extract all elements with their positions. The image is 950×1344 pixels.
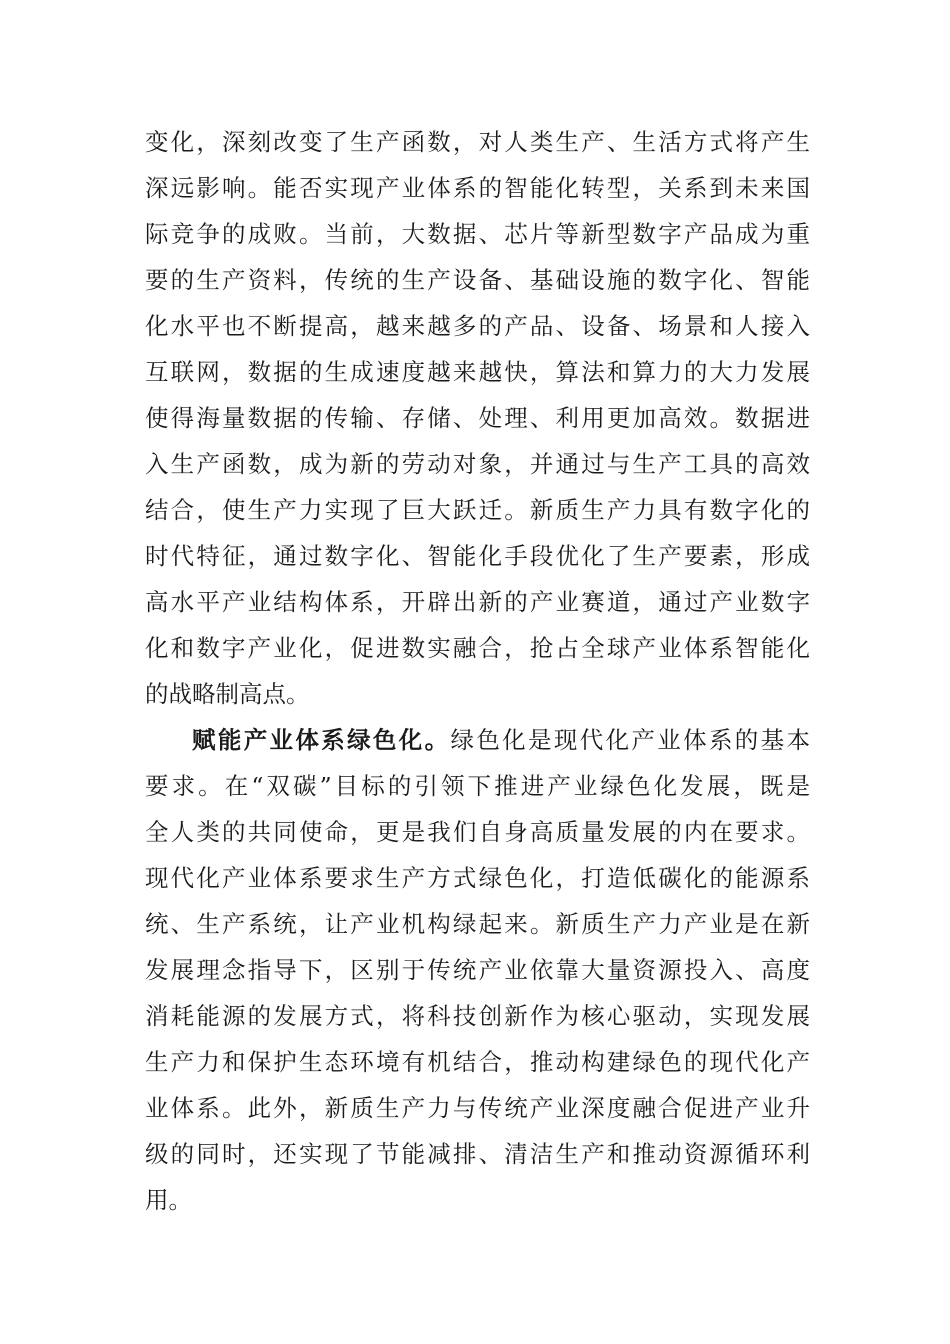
text-line: 互联网，数据的生成速度越来越快，算法和算力的大力发展 bbox=[145, 358, 810, 386]
text-line: 化水平也不断提高，越来越多的产品、设备、场景和人接入 bbox=[145, 312, 810, 340]
text-line: 化和数字产业化，促进数实融合，抢占全球产业体系智能化 bbox=[145, 634, 810, 662]
text-line: 现代化产业体系要求生产方式绿色化，打造低碳化的能源系 bbox=[145, 864, 810, 892]
text-line: 发展理念指导下，区别于传统产业依靠大量资源投入、高度 bbox=[145, 956, 810, 984]
text-line: 业体系。此外，新质生产力与传统产业深度融合促进产业升 bbox=[145, 1094, 810, 1122]
text-line: 全人类的共同使命，更是我们自身高质量发展的内在要求。 bbox=[145, 818, 810, 846]
text-line: 际竞争的成败。当前，大数据、芯片等新型数字产品成为重 bbox=[145, 220, 810, 248]
paragraph-heading: 赋能产业体系绿色化。 bbox=[192, 726, 451, 754]
text-line-first bbox=[192, 720, 810, 760]
text-line: 级的同时，还实现了节能减排、清洁生产和推动资源循环利 bbox=[145, 1140, 810, 1168]
text-line: 结合，使生产力实现了巨大跃迁。新质生产力具有数字化的 bbox=[145, 496, 810, 524]
text-line: 入生产函数，成为新的劳动对象，并通过与生产工具的高效 bbox=[145, 450, 810, 478]
text-line: 统、生产系统，让产业机构绿起来。新质生产力产业是在新 bbox=[145, 910, 810, 938]
text-line: 变化，深刻改变了生产函数，对人类生产、生活方式将产生 bbox=[145, 128, 810, 156]
text-line: 要的生产资料，传统的生产设备、基础设施的数字化、智能 bbox=[145, 266, 810, 294]
text-line: 高水平产业结构体系，开辟出新的产业赛道，通过产业数字 bbox=[145, 588, 810, 616]
text-line: 的战略制高点。 bbox=[145, 680, 310, 708]
text-line: 用。 bbox=[145, 1186, 192, 1214]
text-line: 生产力和保护生态环境有机结合，推动构建绿色的现代化产 bbox=[145, 1048, 810, 1076]
text-line: 时代特征，通过数字化、智能化手段优化了生产要素，形成 bbox=[145, 542, 810, 570]
text-line: 深远影响。能否实现产业体系的智能化转型，关系到未来国 bbox=[145, 174, 810, 202]
text-line: 要求。在“双碳”目标的引领下推进产业绿色化发展，既是 bbox=[145, 772, 810, 800]
paragraph-text: 绿色化是现代化产业体系的基本 bbox=[450, 726, 811, 754]
text-line: 使得海量数据的传输、存储、处理、利用更加高效。数据进 bbox=[145, 404, 810, 432]
text-line: 消耗能源的发展方式，将科技创新作为核心驱动，实现发展 bbox=[145, 1002, 810, 1030]
